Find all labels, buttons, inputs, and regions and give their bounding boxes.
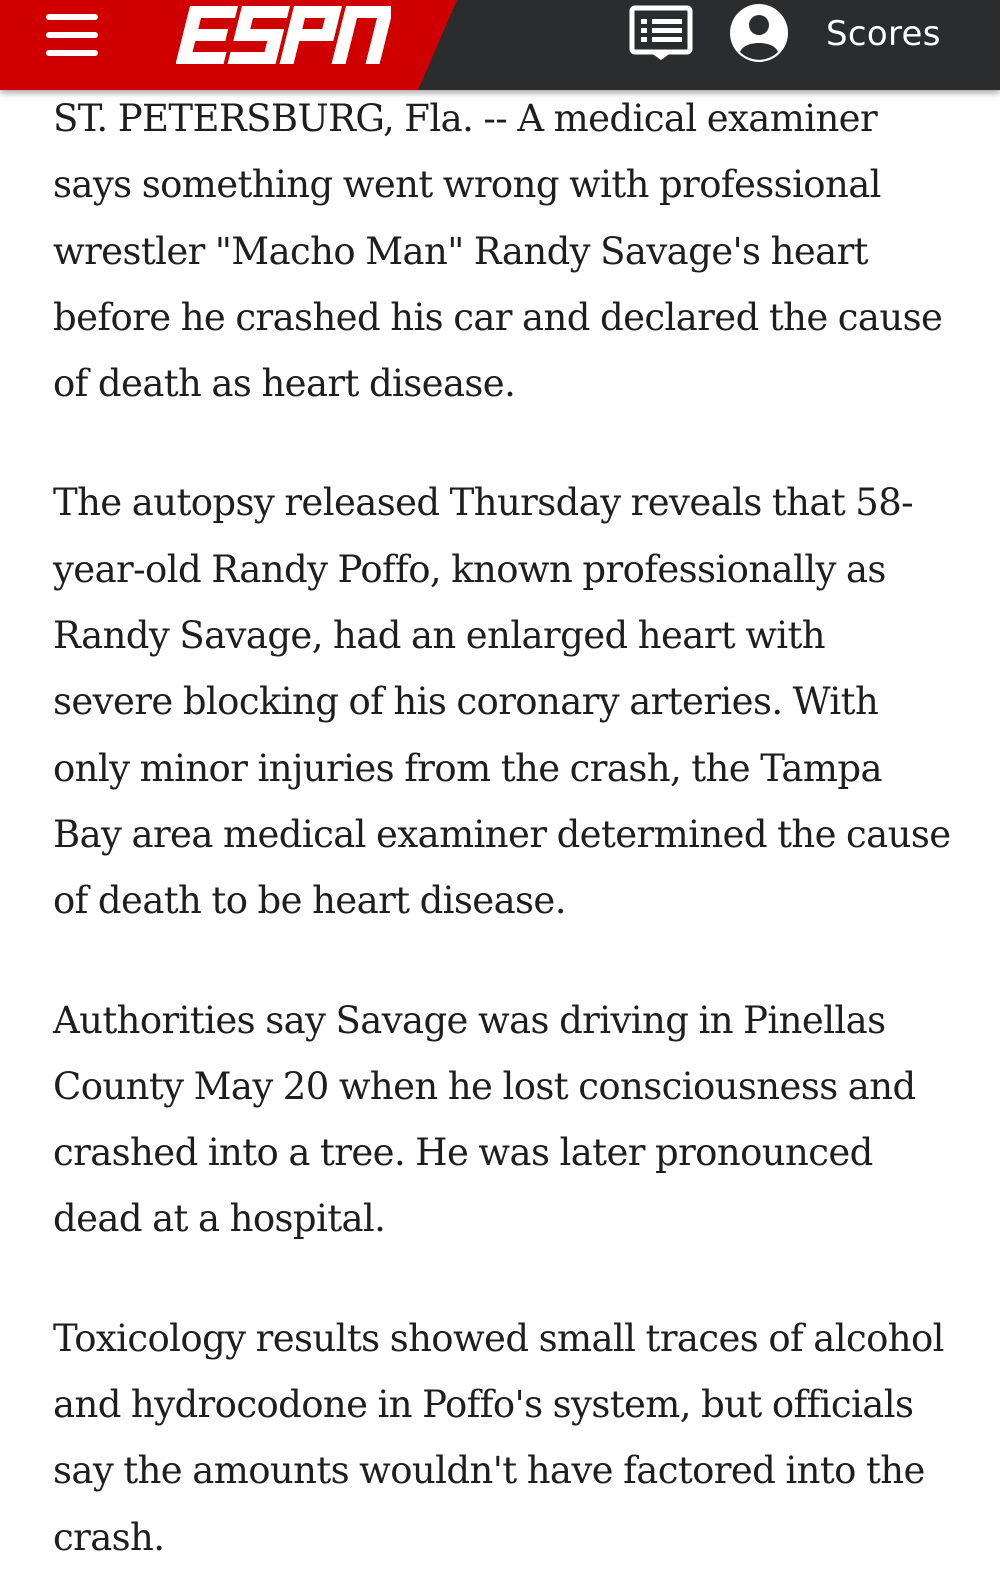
article-paragraph: The autopsy released Thursday reveals that 58-year-old Randy Poffo, known professionally as Randy Savage, had an enlarged heart with severe blocking of his coronary arteries. With only minor injuries from the crash, the Tampa Bay area medical examiner determined the cause of death to be heart disease. xyxy=(53,481,951,923)
hamburger-menu-icon[interactable] xyxy=(40,12,104,62)
menu-line-middle xyxy=(46,32,98,38)
article-paragraph: Authorities say Savage was driving in Pinellas County May 20 when he lost consciousness and crashed into a tree. He was later pronounced dead at a hospital. xyxy=(53,998,916,1241)
top-nav-bar xyxy=(0,0,1000,90)
article-paragraph: Toxicology results showed small traces of alcohol and hydrocodone in Poffo's system, but officials say the amounts wouldn't have factored into the crash. xyxy=(53,1316,944,1559)
scores-link[interactable]: Scores xyxy=(826,14,941,54)
article-body xyxy=(53,90,953,1571)
news-feed-icon[interactable] xyxy=(628,4,694,62)
account-icon[interactable] xyxy=(728,2,790,64)
menu-line-bottom xyxy=(46,50,98,56)
menu-line-top xyxy=(46,14,98,20)
espn-logo[interactable] xyxy=(176,6,391,64)
article-paragraph: ST. PETERSBURG, Fla. -- A medical examiner says something went wrong with professional wrestler "Macho Man" Randy Savage's heart before he crashed his car and declared the cause of death as heart disease. xyxy=(53,97,943,406)
